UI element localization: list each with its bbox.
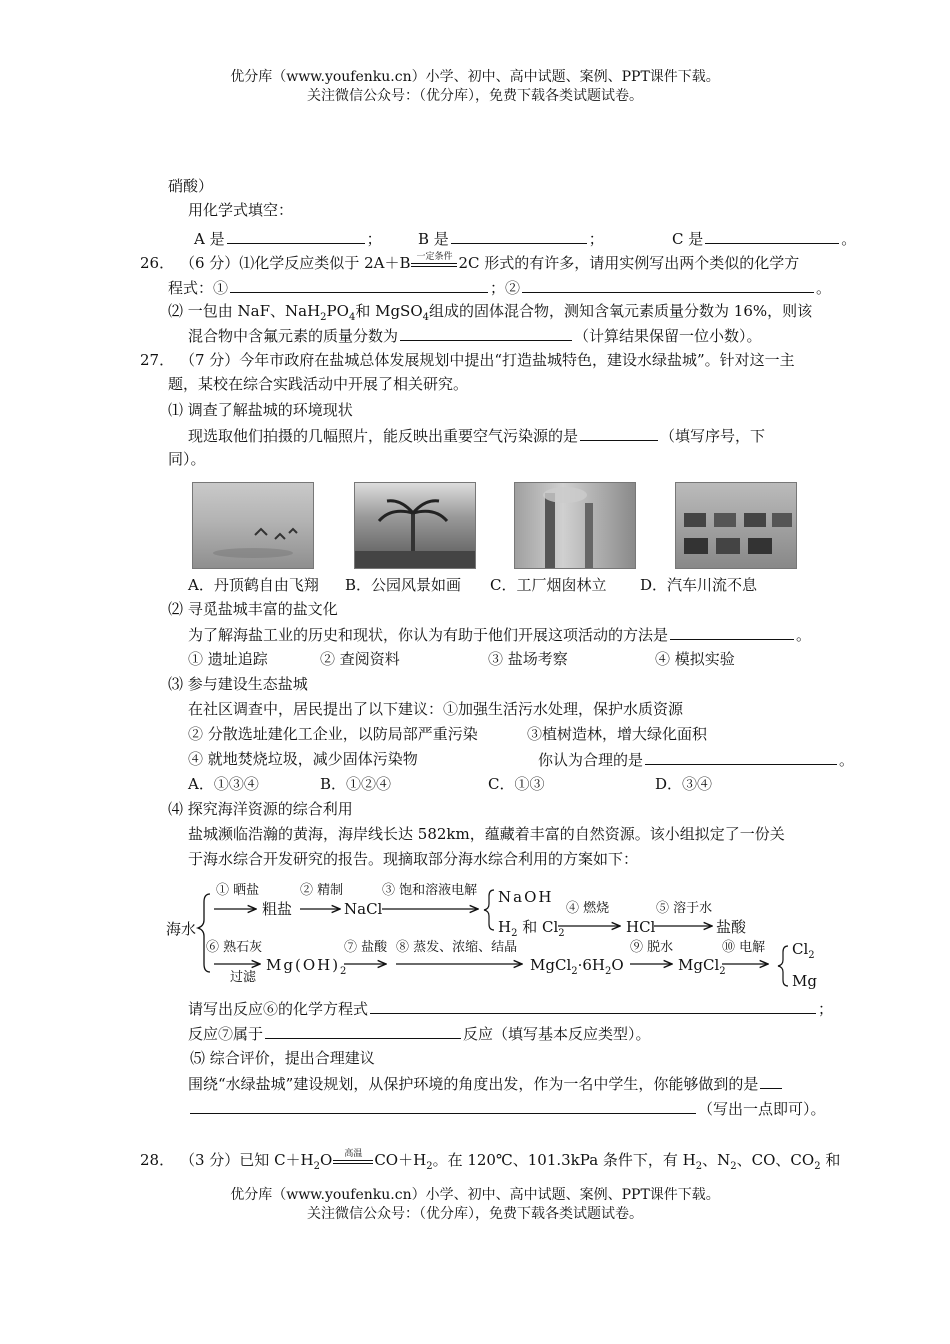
photo-b-park — [354, 482, 476, 569]
mgcl2-hydrate-label: $MgCl_2\cdot 6H_2O$ — [530, 956, 624, 977]
q27-s3-line-2b: ③植树造林，增大绿化面积 — [527, 725, 708, 743]
q27-section-2-title: ⑵ 寻觅盐城丰富的盐文化 — [168, 600, 338, 618]
q28-line-1: （3 分）已知 $C+H_2O$ 高温 $CO+H_2$。在 120℃、101.3kPa 条件下，有 $H_2$、$N_2$、CO、$CO_2$ 和 — [180, 1149, 841, 1172]
q27-s4-question-1: 请写出反应⑥的化学方程式 ； — [188, 1000, 834, 1018]
q27-s5-line-1: 围绕“水绿盐城”建设规划，从保护环境的角度出发，作为一名中学生，你能够做到的是 — [188, 1073, 784, 1094]
crane-icon — [193, 483, 313, 568]
step-4-label: ④ 燃烧 — [566, 901, 610, 916]
q27-s2-option-2: ② 查阅资料 — [320, 650, 400, 668]
answer-blank-c[interactable] — [705, 228, 839, 244]
nacl-label: NaCl — [344, 900, 383, 918]
hydrochloric-acid-label: 盐酸 — [716, 918, 747, 936]
step-2-label: ② 精制 — [300, 883, 344, 898]
q27-s4-line-2: 于海水综合开发研究的报告。现摘取部分海水综合利用的方案如下： — [188, 850, 639, 868]
photo-c-chimneys — [514, 482, 636, 569]
q27-section-1-question: 现选取他们拍摄的几幅照片，能反映出重要空气污染源的是 （填写序号，下 — [188, 427, 766, 445]
q27-s2-option-3: ③ 盐场考察 — [488, 650, 568, 668]
palm-tree-icon — [355, 483, 475, 568]
naoh-label: NaOH — [498, 888, 554, 906]
reasonable-choice-blank[interactable] — [645, 749, 837, 765]
q25-instruction: 用化学式填空： — [188, 201, 294, 219]
high-temperature-equals-sign: 高温 — [333, 1150, 373, 1170]
q27-s3-option-a: A．①③④ — [188, 775, 259, 793]
step-7-label: ⑦ 盐酸 — [344, 940, 388, 955]
q26-line-1: （6 分）⑴化学反应类似于 2A＋B 一定条件 2C 形式的有许多，请用实例写出两个类似的化学方 — [180, 252, 800, 272]
q27-s3-option-b: B．①②④ — [320, 775, 392, 793]
q27-s2-option-1: ① 遗址追踪 — [188, 650, 268, 668]
filter-label: 过滤 — [230, 970, 257, 985]
step-9-label: ⑨ 脱水 — [630, 940, 674, 955]
q27-s2-option-4: ④ 模拟实验 — [655, 650, 735, 668]
pollution-source-blank[interactable] — [580, 425, 658, 441]
q26-line-4: 混合物中含氟元素的质量分数为 （计算结果保留一位小数）。 — [188, 327, 762, 345]
q27-s3-line-3a: ④ 就地焚烧垃圾，减少固体污染物 — [188, 750, 418, 768]
chimney-icon — [515, 483, 635, 568]
h2-cl2-label: $H_2$ 和 $Cl_2$ — [498, 918, 565, 939]
photo-caption-c: C．工厂烟囱林立 — [490, 576, 607, 594]
q27-section-3-title: ⑶ 参与建设生态盐城 — [168, 675, 308, 693]
hcl-label: HCl — [626, 918, 656, 936]
mg-label: Mg — [792, 972, 817, 990]
q27-s4-line-1: 盐城濒临浩瀚的黄海，海岸线长达 582km，蕴藏着丰富的自然资源。该小组拟定了一份关 — [188, 825, 785, 843]
fluorine-fraction-blank[interactable] — [400, 325, 572, 341]
reaction-type-blank[interactable] — [265, 1023, 461, 1039]
q27-s3-option-c: C．①③ — [488, 775, 545, 793]
mgcl2-label: MgCl$_2$ — [678, 956, 726, 977]
photo-caption-d: D．汽车川流不息 — [640, 576, 758, 594]
seawater-label: 海水 — [166, 920, 197, 938]
cl2-label: $Cl_2$ — [792, 940, 815, 961]
step-8-label: ⑧ 蒸发、浓缩、结晶 — [396, 940, 518, 955]
q27-section-1-question-end: 同）。 — [168, 450, 206, 468]
equation-blank-2[interactable] — [522, 277, 814, 293]
q27-section-1-title: ⑴ 调查了解盐城的环境现状 — [168, 401, 353, 419]
header-line-2: 关注微信公众号：（优分库），免费下载各类试题试卷。 — [307, 88, 643, 104]
footer-line-1: 优分库（www.youfenku.cn）小学、初中、高中试题、案例、PPT课件下载。 — [230, 1187, 720, 1203]
emphasis-dots: 化学式 — [203, 201, 249, 219]
q27-number: 27． — [140, 351, 175, 369]
step-10-label: ⑩ 电解 — [722, 940, 766, 955]
photo-caption-a: A．丹顶鹤自由飞翔 — [188, 576, 319, 594]
q27-section-4-title: ⑷ 探究海洋资源的综合利用 — [168, 800, 353, 818]
header-line-1: 优分库（www.youfenku.cn）小学、初中、高中试题、案例、PPT课件下载。 — [230, 69, 720, 85]
seawater-flow-diagram — [160, 876, 860, 996]
answer-blank-a[interactable] — [227, 228, 365, 244]
car-icon — [676, 483, 796, 568]
photo-d-traffic — [675, 482, 797, 569]
q26-line-2: 程式：① ；② 。 — [168, 279, 832, 297]
q25-answer-b: B 是 ； — [418, 230, 604, 248]
equation-blank-1[interactable] — [230, 277, 488, 293]
crude-salt-label: 粗盐 — [262, 900, 293, 918]
q27-s3-line-3b: 你认为合理的是 。 — [538, 751, 855, 769]
q28-number: 28． — [140, 1151, 175, 1169]
reaction-6-equation-blank[interactable] — [370, 998, 816, 1014]
q27-s3-line-1: 在社区调查中，居民提出了以下建议：①加强生活污水处理，保护水质资源 — [188, 700, 684, 718]
q26-line-3: ⑵ 一包由 NaF、$NaH_2PO_4$和 MgSO$_4$组成的固体混合物，测知含氧元素质量分数为 16%，则该 — [168, 302, 813, 323]
q27-s3-option-d: D．③④ — [655, 775, 713, 793]
mgoh2-label: $Mg(OH)_2$ — [266, 956, 349, 977]
condition-equals-sign: 一定条件 — [411, 253, 457, 273]
step-5-label: ⑤ 溶于水 — [656, 901, 713, 916]
suggestion-blank[interactable] — [190, 1098, 696, 1114]
photo-caption-b: B．公园风景如画 — [345, 576, 462, 594]
q27-section-5-title: ⑸ 综合评价，提出合理建议 — [190, 1049, 375, 1067]
q27-line-1: （7 分）今年市政府在盐城总体发展规划中提出“打造盐城特色，建设水绿盐城”。针对这一主 — [180, 351, 795, 369]
footer-line-2: 关注微信公众号：（优分库），免费下载各类试题试卷。 — [307, 1206, 643, 1222]
step-3-label: ③ 饱和溶液电解 — [382, 883, 478, 898]
suggestion-blank-start[interactable] — [760, 1073, 782, 1089]
q25-answer-c: C 是 。 — [672, 230, 857, 248]
q27-section-2-question: 为了解海盐工业的历史和现状，你认为有助于他们开展这项活动的方法是 。 — [188, 626, 812, 644]
q25-answer-a: A 是 ； — [194, 230, 382, 248]
q26-number: 26． — [140, 254, 175, 272]
q25-tail: 硝酸） — [168, 177, 214, 195]
q27-s5-line-2: （写出一点即可）。 — [188, 1098, 826, 1119]
q27-s3-line-2a: ② 分散选址建化工企业，以防局部严重污染 — [188, 725, 478, 743]
method-blank[interactable] — [670, 624, 794, 640]
step-6-label: ⑥ 熟石灰 — [206, 940, 263, 955]
step-1-label: ① 晒盐 — [216, 883, 260, 898]
q27-s4-question-2: 反应⑦属于 反应（填写基本反应类型）。 — [188, 1025, 651, 1043]
photo-a-cranes — [192, 482, 314, 569]
q27-line-2: 题，某校在综合实践活动中开展了相关研究。 — [168, 375, 469, 393]
answer-blank-b[interactable] — [451, 228, 587, 244]
